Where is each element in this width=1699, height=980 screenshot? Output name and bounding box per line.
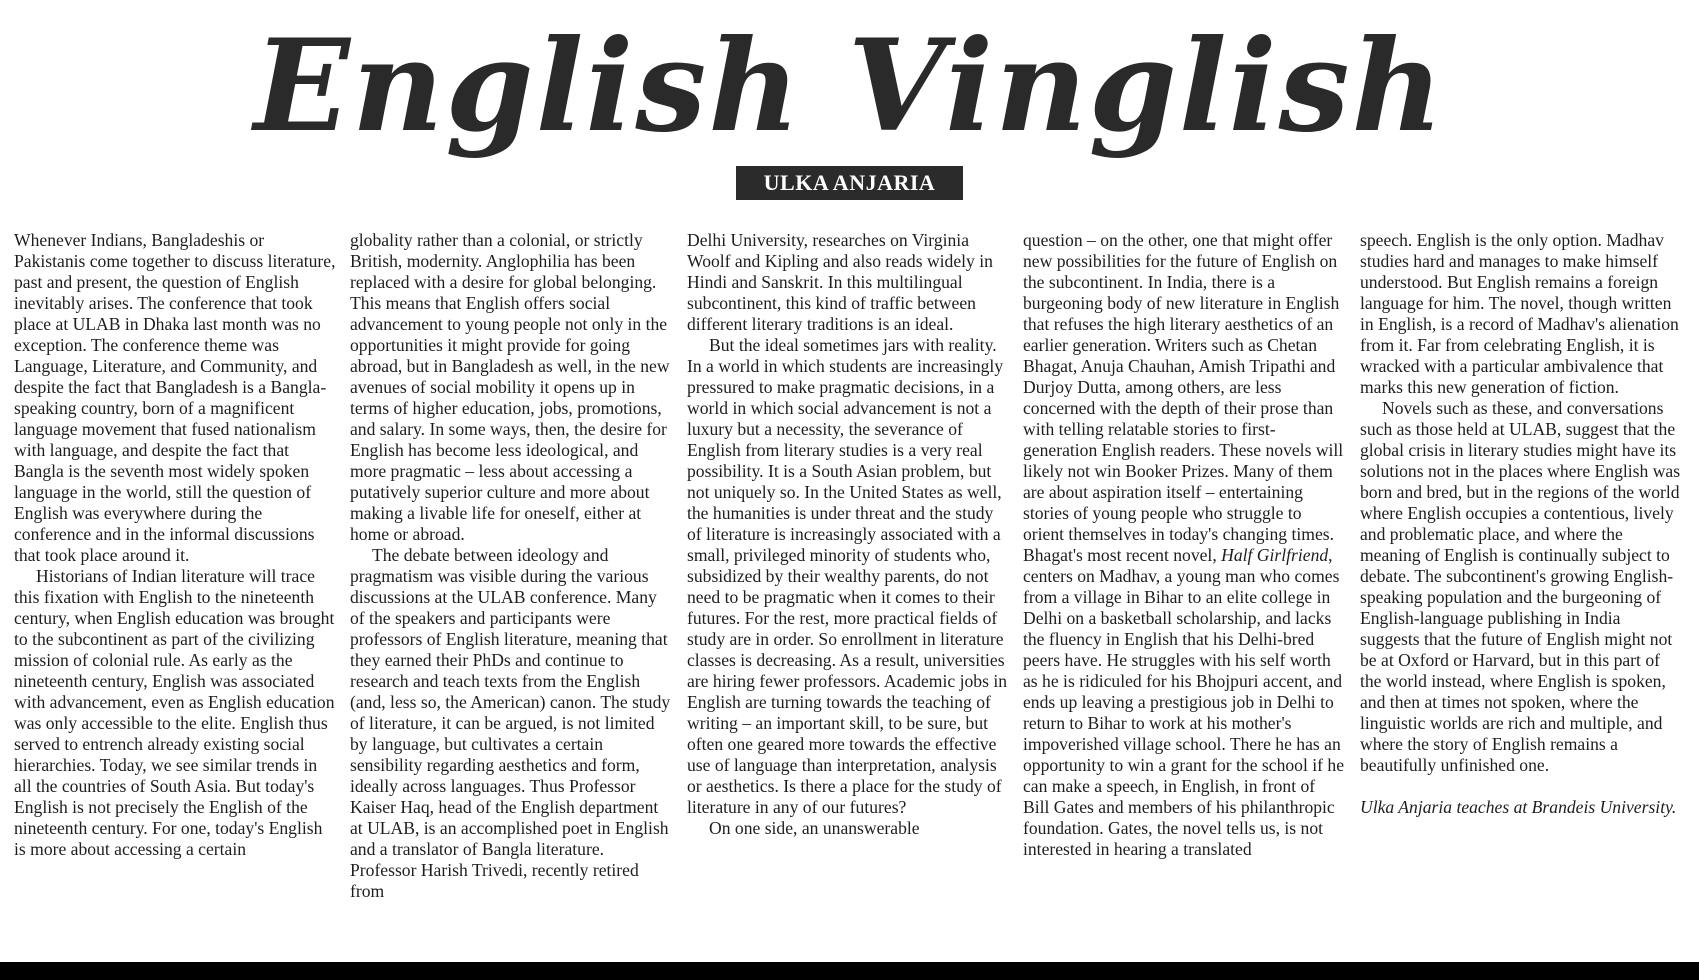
paragraph-text: , centers on Madhav, a young man who comes from a village in Bihar to an elite college in Delhi on a basketball scholarship, and lacks the fluency in English that his Delhi-bred peers have. He struggles with his self worth as he is ridiculed for his Bhojpuri accent, and ends up leaving a prestigious job in Delhi to return to Bihar to work at his mother's impoverished village school. There he has an opportunity to win a grant for the school if he can make a speech, in English, in front of Bill Gates and members of his philanthropic foundation. Gates, the novel tells us, is not interested in hearing a translated [1023,545,1345,859]
paragraph: On one side, an unanswerable [709,818,920,838]
article-column-4 [1023,230,1345,962]
bottom-border-bar [0,962,1699,980]
paragraph: Delhi University, researches on Virginia Woolf and Kipling and also reads widely in Hindi and Sanskrit. In this multilingual subcontinent, this kind of traffic between different literary traditions is an ideal. [687,230,993,334]
paragraph: Novels such as these, and conversations such as those held at ULAB, suggest that the global crisis in literary studies might have its solutions not in the places where English was born and bred, but in the regions of the world where English occupies a contentious, lively and problematic place, and where the meaning of English is continually subject to debate. The subcontinent's growing English-speaking population and the burgeoning of English-language publishing in India suggests that the future of English might not be at Oxford or Harvard, but in this part of the world instead, where English is spoken, and then at times not spoken, where the linguistic worlds are rich and multiple, and where the story of English remains a beautifully unfinished one. [1360,398,1681,775]
byline: ULKA ANJARIA [736,166,964,200]
paragraph: Whenever Indians, Bangladeshis or Pakistanis come together to discuss literature, past and present, the question of English inevitably arises. The conference that took place at ULAB in Dhaka last month was no exception. The conference theme was Language, Literature, and Community, and despite the fact that Bangladesh is a Bangla-speaking country, born of a magnificent language movement that fused nationalism with language, and despite the fact that Bangla is the seventh most widely spoken language in the world, still the question of English was everywhere during the conference and in the informal discussions that took place around it. [14,230,336,565]
article-column-1 [14,230,336,962]
headline: English Vinglish [253,12,1446,160]
paragraph: globality rather than a colonial, or strictly British, modernity. Anglophilia has been replaced with a desire for global belonging. This means that English offers social advancement to young people not only in the opportunities it might provide for going abroad, but in Bangladesh as well, in the new avenues of social mobility it opens up in terms of higher education, jobs, promotions, and salary. In some ways, then, the desire for English has become less ideological, and more pragmatic – less about accessing a putatively superior culture and more about making a livable life for oneself, either at home or abroad. [350,230,670,544]
byline-container [0,166,1699,200]
article-column-5 [1360,230,1682,962]
paragraph [1023,230,1345,860]
paragraph: But the ideal sometimes jars with reality. In a world in which students are increasingly pressured to make pragmatic decisions, in a world in which social advancement is not a luxury but a necessity, the severance of English from literary studies is a very real possibility. It is a South Asian problem, but not uniquely so. In the United States as well, the humanities is under threat and the study of literature is increasingly associated with a small, privileged minority of students who, subsidized by their wealthy parents, do not need to be pragmatic when it comes to their futures. For the rest, more practical fields of study are in order. So enrollment in literature classes is decreasing. As a result, universities are hiring fewer professors. Academic jobs in English are turning towards the teaching of writing – an important skill, to be sure, but often one geared more towards the effective use of language than interpretation, analysis or aesthetics. Is there a place for the study of literature in any of our futures? [687,335,1008,817]
paragraph-text: question – on the other, one that might offer new possibilities for the future of English on the subcontinent. In India, there is a burgeoning body of new literature in English that refuses the high literary aesthetics of an earlier generation. Writers such as Chetan Bhagat, Anuja Chauhan, Amish Tripathi and Durjoy Dutta, among others, are less concerned with the depth of their prose than with telling relatable stories to first-generation English readers. These novels will likely not win Booker Prizes. Many of them are about aspiration itself – entertaining stories of young people who struggle to orient themselves in today's changing times. Bhagat's most recent novel, [1023,230,1344,565]
article-column-3 [687,230,1009,962]
paragraph: The debate between ideology and pragmatism was visible during the various discussions at the ULAB conference. Many of the speakers and participants were professors of English literature, meaning that they earned their PhDs and continue to research and teach texts from the English (and, less so, the American) canon. The study of literature, it can be argued, is not limited by language, but cultivates a certain sensibility regarding aesthetics and form, ideally across languages. Thus Professor Kaiser Haq, head of the English department at ULAB, is an accomplished poet in English and a translator of Bangla literature. Professor Harish Trivedi, recently retired from [350,545,671,901]
author-credit: Ulka Anjaria teaches at Brandeis University. [1360,797,1677,817]
article-column-2 [350,230,672,962]
paragraph: speech. English is the only option. Madhav studies hard and manages to make himself understood. But English remains a foreign language for him. The novel, though written in English, is a record of Madhav's alienation from it. Far from celebrating English, it is wracked with a particular ambivalence that marks this new generation of fiction. [1360,230,1679,397]
paragraph: Historians of Indian literature will trace this fixation with English to the nineteenth century, when English education was brought to the subcontinent as part of the civilizing mission of colonial rule. As early as the nineteenth century, English was associated with advancement, even as English education was only accessible to the elite. English thus served to entrench already existing social hierarchies. Today, we see similar trends in all the countries of South Asia. But today's English is not precisely the English of the nineteenth century. For one, today's English is more about accessing a certain [14,566,335,859]
book-title: Half Girlfriend [1221,545,1329,565]
